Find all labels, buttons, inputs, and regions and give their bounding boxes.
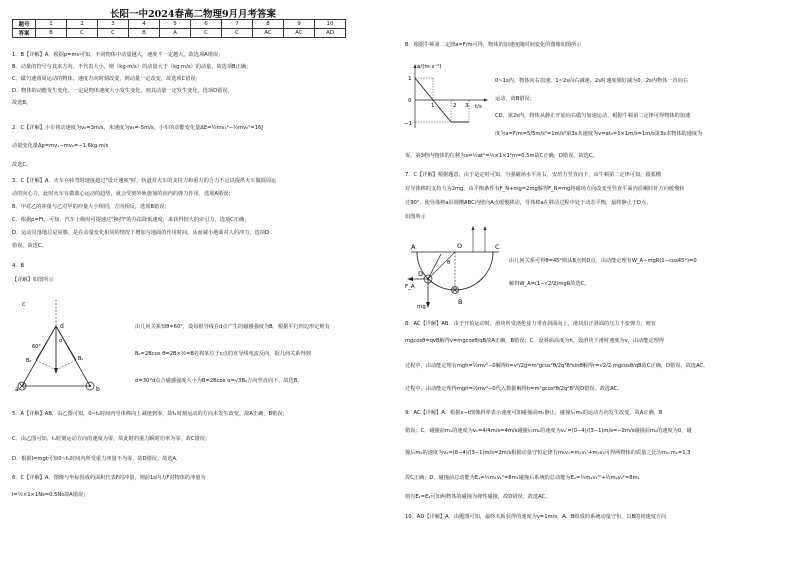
question-number: 3 [98, 20, 129, 29]
answer-line: 【详解】如图所示 [12, 277, 54, 283]
answer-cell: AC [284, 29, 315, 38]
answer-line: C．根据p=Ft，可知，汽车上级时可提速过"换挡"的办法降低速度，来获得较大的牵引力，选项C正确； [12, 217, 250, 223]
diagram-label-b1: B₁ [78, 356, 84, 362]
answer-line: 9．AC【详解】A．根据x−t图像斜率表示速度可知碰撞前m₁静止，碰撞后m₂的运动方向发生改变，故A正确，B [405, 410, 663, 416]
diagram-label-theta: θ [447, 260, 451, 266]
answer-line: D．物体的动能发生变化，一定是物体速度大小发生变化，则其动量一定发生变化，选项D错误。 [12, 88, 233, 94]
question-number: 9 [284, 20, 315, 29]
diagram-label-b: B [458, 298, 463, 306]
answer-line: 过程中，由动能定理得mgh=½mv²−0代入数据解得h=m²gcos²θ/2q²B²故D错误。故选AC。 [405, 386, 623, 392]
answer-line: 由几何关系可得θ=45°则从B点到D点，由动能定理有W_A−mgR(1−cos45°)=0 [509, 258, 697, 264]
diagram-label-o: O [457, 242, 463, 250]
q7-semicircle-diagram [403, 224, 507, 314]
question-number: 4 [129, 20, 160, 29]
answer-line: 对导体棒的支持力为2mg，由平衡条件有F_N+mg=2mg解得F_N=mg将磁场方向改变至竖直平面内沿顺时针方向缓慢转 [405, 186, 685, 192]
answer-line: 3．C【详解】A．火车在转弯时速度超过"设计速度"时，轨道对火车的支持力和重力的合力不足以提供火车做圆周运 [12, 178, 277, 184]
answer-line: B．动量的符号与其求方向，不代表大小，则（kg·m/s）的动量大于（kg·m/s）的动量，故选项B正确； [12, 64, 252, 70]
answer-line: B．甲对乙的冲量与乙对甲的冲量大小相同，方向相反，选项B错误； [12, 204, 170, 210]
question-number: 2 [67, 20, 98, 29]
answer-table-header-row [13, 20, 346, 29]
answer-cell: AD [315, 29, 346, 38]
answer-line: 零，第3秒内物体的位移为x=½at²=½×1×1²m=0.5m故C正确，D错误。故选C。 [405, 153, 598, 159]
answer-line: 如图所示 [405, 214, 426, 220]
answer-line: 运动，故B错误； [495, 96, 535, 102]
row-label: 答案 [13, 29, 36, 38]
question-number: 8 [253, 20, 284, 29]
graph-x-tick: 2 [453, 103, 457, 109]
answer-line: D．根据I=mgt可知0~t₁时间内所受重力冲量不为零，故D错误。故选A。 [12, 456, 182, 462]
graph-x-tick: 3 [465, 103, 469, 109]
answer-line: 1．B【详解】A．根据p=mv可知，不同物体中动量越大，速度不一定越大，故选项A错误； [12, 52, 224, 58]
diagram-label-b: b [96, 386, 100, 393]
question-number: 1 [36, 20, 67, 29]
answer-line: 故选C。 [12, 162, 32, 168]
answer-line: I=½×1×1Ns=0.5Ns故A错误； [12, 492, 89, 498]
row-label: 题号 [13, 20, 36, 29]
graph-y-tick: −1 [404, 121, 413, 127]
answer-line: 6．C【详解】A．图像与坐标围成的面积代表F的冲量，则前1s内力F对物体的冲量为 [12, 475, 206, 481]
answer-line: 7．C【详解】根据题意，由于是定时可知，匀强磁场水平向右，安培力竖直向下，由牛顿第二定律可知，圆弧槽 [405, 172, 661, 178]
question-number: 7 [222, 20, 253, 29]
graph-x-tick: 1 [431, 103, 435, 109]
graph-y-label: a/(m·s⁻²) [417, 64, 442, 70]
answer-line: mgcosθ=qvB解得v=mgcosθ/qB故A正确，B错误；C．设斜面高度为h，设滑块下滑时速度为v，由动能定理得 [405, 338, 665, 344]
diagram-label-alpha: α [59, 338, 63, 344]
diagram-label-a: A [411, 243, 416, 251]
answer-line: 度为a=F/m=5/5m/s²=1m/s²第3s末速度为v=at₃=1×1m/s=1m/s第3s末物体的速度为 [495, 131, 703, 137]
answer-line: 故选B。 [12, 100, 32, 106]
diagram-label-fa: F_A [405, 284, 415, 290]
answer-cell: B [36, 29, 67, 38]
diagram-label-mg: mg [417, 304, 426, 310]
diagram-label-c: C [495, 243, 500, 251]
page-title: 长阳一中2024春高二物理9月月考答案 [110, 9, 277, 20]
answer-line: D．运动员落地总是屈膝，是在动量变化相同的情况下增加与地面的作用时间，从而减小地面对人的冲力，选项D [12, 230, 269, 236]
answer-line: 由几何关系知θ=60°，设每根导线在d点产生的磁感强度为B，根据平行四边形定则有 [135, 324, 330, 330]
answer-line: B．根据牛顿第二定律a=F/m可得，物体的加速度随时间变化的图像如图所示 [405, 42, 582, 48]
diagram-label-angle: 60° [32, 344, 41, 350]
diagram-label-b2: B₂ [26, 358, 32, 364]
graph-x-label: t/s [475, 104, 482, 110]
answer-table [12, 19, 346, 38]
answer-line: 过程中，由动能定理有mgh=½mv²−0解得h=v²/2g=m²gcos²θ/2q²B²sinθ解得r=√2/2·mgcosθ/qB故C正确，D错误，故选AC。 [405, 363, 709, 369]
answer-line: 过90°，使导体棒a沿圆槽ABC内壁向A点缓慢移动，导体棒a在移动过程中处于动态平衡，最终静止于D点， [405, 200, 652, 206]
answer-cell: A [160, 29, 191, 38]
answer-line: 动的向心力，此时火车有做离心运动的趋势，就会受到外轨施加的向内的弹力作用，选项A错误； [12, 191, 234, 197]
answer-cell: B [129, 29, 160, 38]
answer-line: C．由乙图可知，t₁时刻运动方向的速度为零，故此时的重力瞬时功率为零，故C错误； [12, 436, 211, 442]
answer-line: 0~1s内，物体向右加速，1~2s向右减速，2s时速度刚好减为0，2s内物体一直向右 [495, 78, 689, 84]
question-number: 10 [315, 20, 346, 29]
graph-y-tick: 1 [408, 76, 412, 82]
answer-line: 解得W_A=(1−√2/2)mgR故选C。 [509, 281, 590, 287]
answer-line: 4．B [12, 263, 25, 269]
question-number: 5 [160, 20, 191, 29]
answer-cell: C [67, 29, 98, 38]
answer-line: 撞后m₂的速度为v₂=(8−4)/(3−1)m/s=2m/s根据动量守恒定律有m₁v₁=m₁v₁'+m₂v₂可得两物体的质量之比为m₁:m₂=1:3 [405, 450, 691, 456]
answer-line: 5．A【详解】AB．由乙图可知，0~t₁时间内导体棒向上减速到零，故t₁时刻运动的方向未发生改变，故A正确，B错误； [12, 411, 288, 417]
answer-line: CD．第2s内，物体从静止开始向右做匀加速运动，根据牛顿第二定律可得物体的加速 [495, 113, 691, 119]
answer-table-answer-row [13, 29, 346, 38]
answer-line: C．做匀速圆周运动的物体，速度方向时刻改变，则动量一定改变，故选项C错误； [12, 76, 201, 82]
answer-line: 故C正确；D．碰撞前总动能为E₁=½m₁v₁²=8m₁碰撞后系统的总动能为E₂=½m₁v₁'²+½m₂v₂²=8m₁ [405, 475, 640, 481]
answer-line: α=30°d点合磁感强度大小为B=2Bcos α=√3B₀方向竖直向下，故选B。 [135, 378, 303, 384]
diagram-label-d: d [60, 323, 64, 330]
answer-cell: C [222, 29, 253, 38]
answer-line: 错误。故选C。 [12, 243, 47, 249]
question-number: 6 [191, 20, 222, 29]
diagram-label-c: c [22, 301, 26, 308]
answer-line: 错误；C．碰撞前m₁的速度为v₁=4/4m/s=4m/s碰撞后m₁的速度为v₂'=(0−4)/(3−1)m/s=−2m/s碰撞前m₂的速度为0，碰 [405, 428, 692, 434]
diagram-label-d: D [418, 270, 424, 278]
answer-line: 动量变化量Δp=mv₁−mv₀=−1.6kg·m/s [12, 143, 109, 149]
acceleration-time-graph [403, 62, 491, 132]
diagram-label-a: a [15, 386, 19, 393]
graph-y-tick: 0 [408, 98, 412, 104]
answer-line: 2．C【详解】小车初动速度为v₀=3m/s，末速度为v₁=-5m/s，小车的动能变化量ΔE=½mv₁²−½mv₀²=16J [12, 125, 263, 131]
answer-cell: AC [253, 29, 284, 38]
answer-line: 8．AC【详解】AB．由于开始运动时，滑块所受洛伦兹力垂直斜面向上，滑块沿正斜面的压力不变弹力，则有 [405, 321, 656, 327]
answer-cell: C [98, 29, 129, 38]
answer-cell: C [191, 29, 222, 38]
answer-line: 10．AD【详解】A．由题图可知，最终木板获得的速度为v=1m/s，A、B组成的系统动量守恒，以B的初速度方向 [405, 514, 667, 520]
answer-line: 则有E₁=E₂可知两物体的碰撞为弹性碰撞，故D错误。故选AC。 [405, 494, 551, 500]
answer-line: B₀=2Bcos θ=2B×½=B若将某位于c点的直导线电流反向，据几何关系得到 [135, 351, 311, 357]
q4-vector-diagram [14, 288, 126, 393]
